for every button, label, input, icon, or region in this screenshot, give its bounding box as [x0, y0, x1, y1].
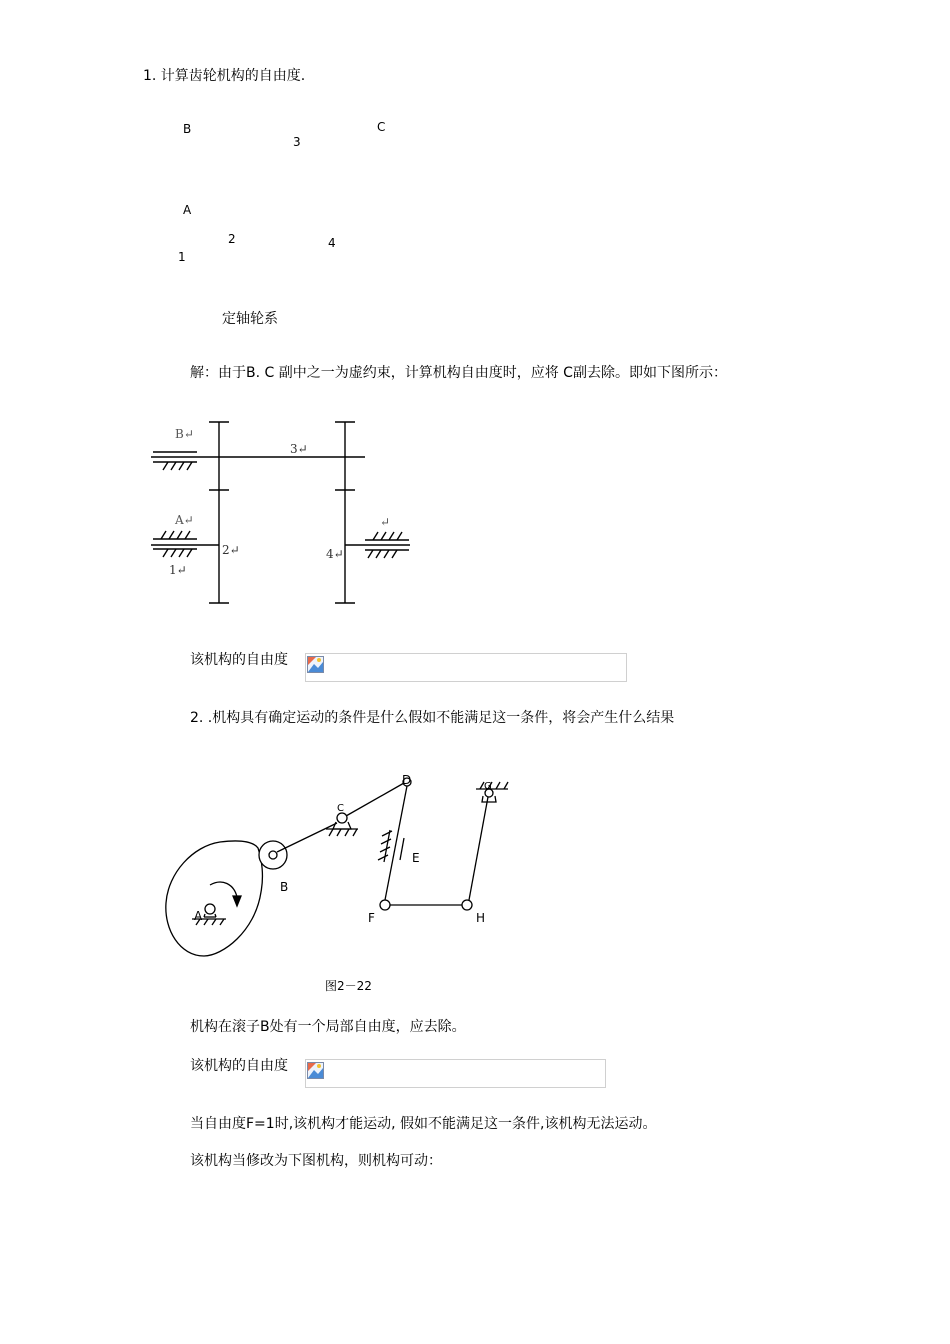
q2-title: 2. .机构具有确定运动的条件是什么假如不能满足这一条件，将会产生什么结果 — [190, 710, 675, 726]
diagram-label-1: 1↵ — [169, 563, 187, 577]
q1-label-1: 1 — [178, 250, 186, 264]
q1-label-4: 4 — [328, 236, 336, 250]
q1-solution: 解：由于B. C 副中之一为虚约束，计算机构自由度时，应将 C副去除。即如下图所示： — [190, 365, 727, 381]
q2-label-f: F — [368, 911, 375, 925]
q1-label-c: C — [377, 120, 386, 134]
q2-figure-caption: 图2－22 — [325, 979, 372, 993]
q2-label-h: H — [476, 911, 486, 925]
q2-label-d: D — [402, 773, 412, 787]
q1-title: 1. 计算齿轮机构的自由度. — [143, 68, 306, 84]
q1-dof-text: 该机构的自由度 — [190, 652, 288, 668]
q2-modify: 该机构当修改为下图机构，则机构可动： — [190, 1153, 442, 1169]
q1-label-2: 2 — [228, 232, 236, 246]
diagram-label-2: 2↵ — [222, 543, 240, 557]
q2-label-e: E — [412, 851, 420, 865]
diagram-label-blank: ↵ — [380, 515, 391, 529]
q2-label-a: A — [194, 909, 203, 923]
q2-label-c: C — [337, 803, 344, 814]
q1-label-a: A — [183, 203, 192, 217]
q2-condition: 当自由度F=1时,该机构才能运动, 假如不能满足这一条件,该机构无法运动。 — [190, 1116, 657, 1132]
q1-label-3: 3 — [293, 135, 301, 149]
diagram-label-b: B↵ — [175, 427, 194, 441]
q1-caption: 定轴轮系 — [222, 311, 278, 327]
q2-dof-text: 该机构的自由度 — [190, 1058, 288, 1074]
q2-label-g: G — [484, 781, 492, 792]
diagram-label-3: 3↵ — [290, 442, 308, 456]
q2-dof-formula-image — [305, 1059, 606, 1088]
broken-image-icon — [307, 1062, 324, 1079]
diagram-label-4: 4↵ — [326, 547, 344, 561]
q2-note: 机构在滚子B处有一个局部自由度，应去除。 — [190, 1019, 466, 1035]
q2-label-b: B — [280, 880, 289, 894]
q1-label-b: B — [183, 122, 192, 136]
diagram-label-a: A↵ — [175, 513, 194, 527]
